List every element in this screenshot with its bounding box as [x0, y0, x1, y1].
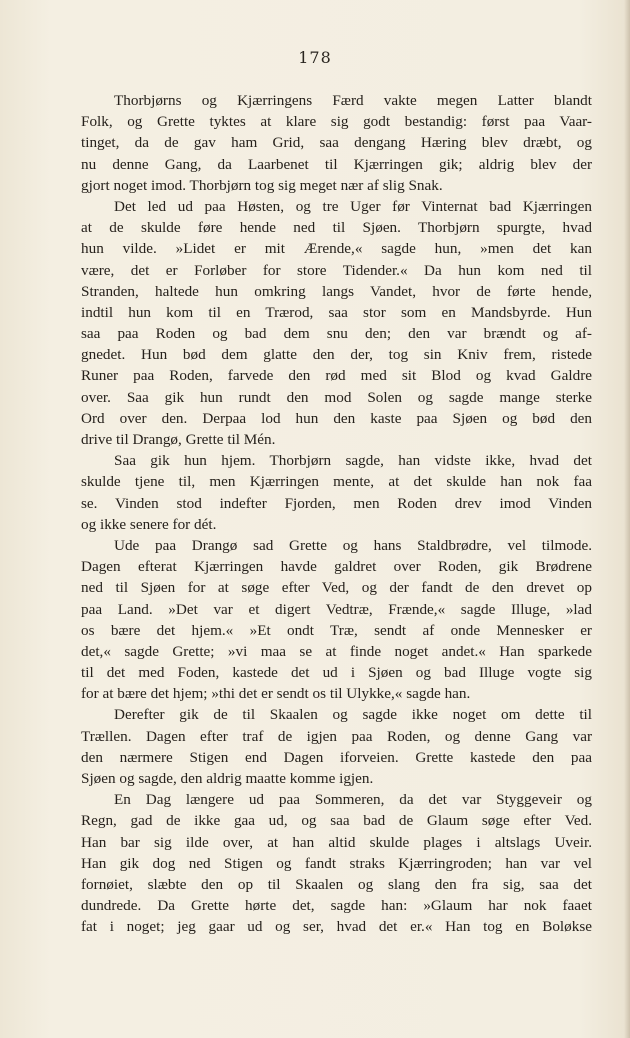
text-line: nu denne Gang, da Laarbenet til Kjærringen gik; aldrig blev der	[81, 155, 592, 173]
text-line: tinget, da de gav ham Grid, saa dengang Hæring blev dræbt, og	[81, 134, 592, 152]
text-line: fornøiet, slæbte den op til Skaalen og slang den fra sig, saa det	[81, 875, 592, 893]
text-line: Derefter gik de til Skaalen og sagde ikke noget om dette til	[114, 706, 592, 724]
text-line: ned til Sjøen for at søge efter Ved, og der fandt de den drevet op	[81, 579, 592, 597]
text-line: og ikke senere for dét.	[81, 515, 217, 533]
text-line: Ude paa Drangø sad Grette og hans Staldbrødre, vel tilmode.	[114, 536, 592, 554]
text-line: Han bar sig ilde over, at han altid skulde plages i altslags Uveir.	[81, 833, 592, 851]
text-line: over. Saa gik hun rundt den mod Solen og sagde mange sterke	[81, 388, 592, 406]
paragraph-4	[81, 535, 592, 705]
text-line: gnedet. Hun bød dem glatte den der, tog sin Kniv frem, ristede	[81, 346, 592, 364]
text-line: gjort noget imod. Thorbjørn tog sig meget nær af slig Snak.	[81, 176, 443, 194]
text-line: se. Vinden stod indefter Fjorden, men Roden drev imod Vinden	[81, 494, 592, 512]
text-line: dundrede. Da Grette hørte det, sagde han: »Glaum har nok faaet	[81, 897, 592, 915]
text-line: Dagen efterat Kjærringen havde galdret over Roden, gik Brødrene	[81, 558, 592, 576]
text-line: Folk, og Grette tyktes at klare sig godt bestandig: først paa Vaar-	[81, 113, 592, 131]
text-line: fat i noget; jeg gaar ud og ser, hvad det er.« Han tog en Boløkse	[81, 918, 592, 936]
text-line: Saa gik hun hjem. Thorbjørn sagde, han vidste ikke, hvad det	[114, 452, 592, 470]
paragraph-3	[81, 450, 592, 535]
text-line: drive til Drangø, Grette til Mén.	[81, 431, 276, 448]
text-line: Det led ud paa Høsten, og tre Uger før Vinternat bad Kjærringen	[114, 197, 592, 215]
text-line: os bære det hjem.« »Et ondt Træ, sendt af onde Mennesker er	[81, 621, 592, 639]
paragraph-1	[81, 90, 592, 196]
text-line: at de skulde føre hende ned til Sjøen. Thorbjørn spurgte, hvad	[81, 219, 592, 237]
text-line: Ord over den. Derpaa lod hun den kaste paa Sjøen og bød den	[81, 409, 592, 427]
text-line: være, det er Forløber for store Tidender.« Da hun kom ned til	[81, 261, 592, 279]
text-line: Trællen. Dagen efter traf de igjen paa Roden, og denne Gang var	[81, 727, 592, 745]
body-text	[81, 90, 592, 938]
text-line: det,« sagde Grette; »vi maa se at finde noget andet.« Han sparkede	[81, 642, 592, 660]
page-edge-shadow	[624, 0, 630, 1038]
text-line: Thorbjørns og Kjærringens Færd vakte megen Latter blandt	[114, 92, 592, 109]
text-line: En Dag længere ud paa Sommeren, da det var Styggeveir og	[114, 791, 592, 809]
paragraph-5	[81, 704, 592, 789]
text-line: paa Land. »Det var et digert Vedtræ, Frænde,« sagde Illuge, »lad	[81, 600, 592, 618]
page-number: 178	[298, 48, 332, 67]
text-line: Regn, gad de ikke gaa ud, og saa bad de Glaum søge efter Ved.	[81, 812, 592, 830]
paragraph-6	[81, 789, 592, 937]
text-line: hun vilde. »Lidet er mit Ærende,« sagde hun, »men det kan	[81, 240, 592, 258]
text-line: for at bære det hjem; »thi det er sendt os til Ulykke,« sagde han.	[81, 685, 471, 703]
text-line: Sjøen og sagde, den aldrig maatte komme igjen.	[81, 770, 374, 787]
text-line: Han gik dog ned Stigen og fandt straks Kjærringroden; han var vel	[81, 854, 592, 872]
text-line: Runer paa Roden, farvede den rød med sit Blod og kvad Galdre	[81, 367, 592, 385]
text-line: skulde tjene til, men Kjærringen mente, at det skulde han nok faa	[81, 473, 592, 491]
text-line: til det med Foden, kastede det ud i Sjøen og bad Illuge vogte sig	[81, 664, 592, 682]
text-line: saa paa Roden og bad dem snu den; den var brændt og af-	[81, 325, 592, 343]
paragraph-2	[81, 196, 592, 450]
text-line: Stranden, haltede hun omkring langs Vandet, hvor de førte hende,	[81, 282, 592, 300]
text-line: indtil hun kom til en Trærod, saa stor som en Mandsbyrde. Hun	[81, 303, 592, 321]
text-line: den nærmere Stigen end Dagen iforveien. Grette kastede den paa	[81, 748, 592, 766]
